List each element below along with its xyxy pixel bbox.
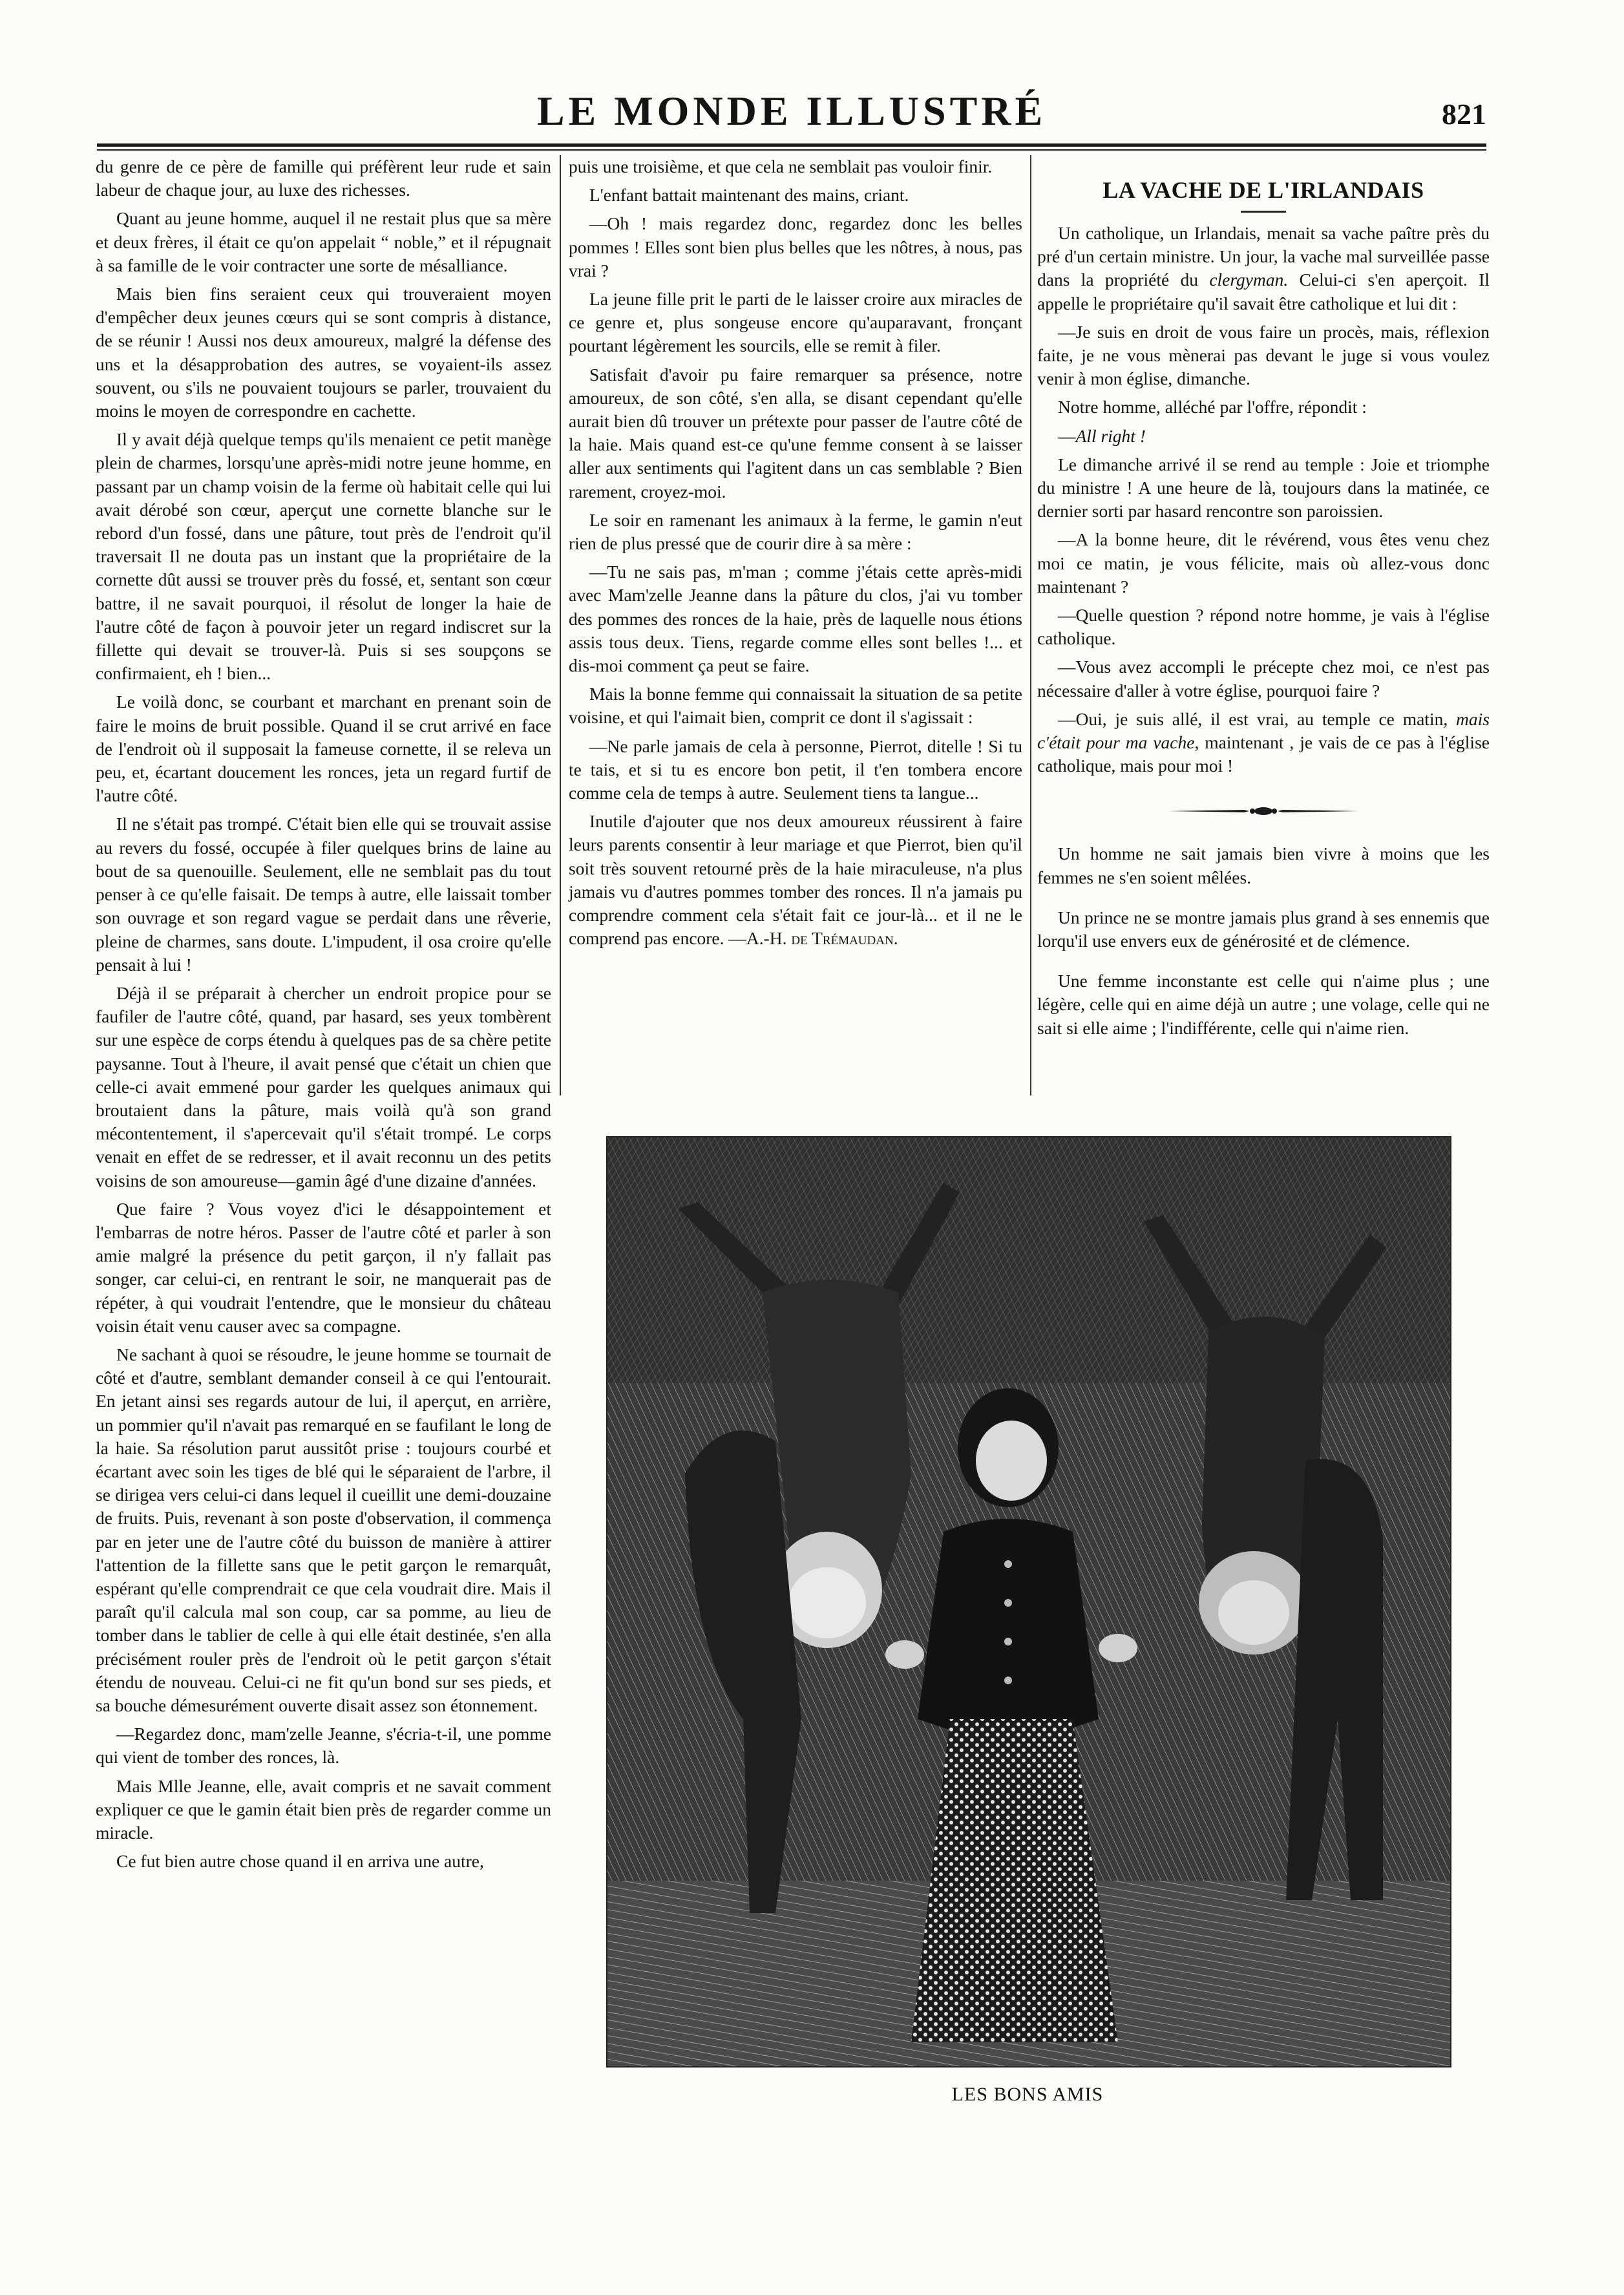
paragraph-text: Un catholique, un Irlandais, menait sa vache paître près du pré d'un certain ministre. Un jour, la vache mal surveillée passe dans la propriété du (1037, 223, 1490, 290)
paragraph: Mais la bonne femme qui connaissait la situation de sa petite voisine, et qui l'aimait bien, comprit ce dont il s'agissait : (569, 684, 1022, 728)
italic-phrase: mais c'était pour ma vache (1037, 708, 1490, 753)
engraving-girl-with-donkeys (607, 1137, 1450, 2066)
paragraph: —Oh ! mais regardez donc, regardez donc les belles pommes ! Elles sont bien plus belles que les nôtres, à nous, pas vrai ? (569, 213, 1022, 280)
maxim: Un homme ne sait jamais bien vivre à moins que les femmes ne s'en soient mêlées. (1037, 843, 1490, 887)
italic-word: clergyman. (1209, 270, 1289, 290)
article-headline: LA VACHE DE L'IRLANDAIS (1102, 177, 1424, 203)
masthead (97, 83, 1486, 141)
paragraph: du genre de ce père de famille qui préfèrent leur rude et sain labeur de chaque jour, au luxe des richesses. (96, 156, 551, 200)
headline-rule (1241, 211, 1286, 213)
paragraph: —Quelle question ? répond notre homme, je vais à l'église catholique. (1037, 605, 1490, 649)
illustration-caption: LES BONS AMIS (951, 2084, 1104, 2105)
maxim: Un prince ne se montre jamais plus grand à ses ennemis que lorqu'il use envers eux de générosité et de clémence. (1037, 907, 1490, 951)
paragraph: L'enfant battait maintenant des mains, criant. (589, 185, 909, 206)
maxim: Une femme inconstante est celle qui n'aime plus ; une légère, celle qui en aime déjà un autre ; une volage, celle qui ne sait si elle aime ; l'indifférente, celle qui n'aime rien. (1037, 971, 1490, 1038)
paragraph-text: , maintenant , je vais de ce pas à l'église catholique, mais pour moi ! (1037, 732, 1490, 776)
paragraph: Notre homme, alléché par l'offre, répondit : (1058, 397, 1367, 418)
paragraph: Déjà il se préparait à chercher un endroit propice pour se faufiler de l'autre côté, quand, par hasard, ses yeux tombèrent sur une espèce de corps étendu à quelques pas de sa chère petite paysanne. Tout à l'heure, il avait pensé que c'était un chien que celle-ci avait emmené pour garder les quelques animaux qui broutaient dans la pâture, mais voilà qu'à son grand mécontentement, il s'apercevait qu'il s'était trompé. Le corps venait en effet de se redresser, et il avait reconnu un des petits voisins de son amoureuse—gamin âgé d'une dizaine d'années. (96, 982, 551, 1190)
paragraph-text: Inutile d'ajouter que nos deux amoureux réussirent à faire leurs parents consentir à leur mariage et que Pierrot, bien qu'il soit très souvent retourné près de la haie miraculeuse, n'a plus jamais vu d'autres pommes tomber des ronces. Il n'a jamais pu comprendre comment cela s'était fait ce jour-là... et il ne le comprend pas encore. — (569, 811, 1022, 949)
paragraph (1037, 708, 1490, 778)
paragraph (1037, 222, 1490, 315)
paragraph: La jeune fille prit le parti de le laisser croire aux miracles de ce genre et, plus songeuse encore qu'auparavant, fronçant pourtant légèrement les sourcils, elle se remit à filer. (569, 289, 1022, 356)
italic-phrase: All right ! (1075, 425, 1146, 446)
paragraph: —Tu ne sais pas, m'man ; comme j'étais cette après-midi avec Mam'zelle Jeanne dans la pâture du clos, j'ai vu tomber des pommes des ronces de la haie, près de laquelle nous étions assis tous deux. Tiens, regarde comme elles sont belles !... et dis-moi comment ça peut se faire. (569, 562, 1022, 676)
paragraph: Mais Mlle Jeanne, elle, avait compris et ne savait comment expliquer ce que le gamin était bien près de regarder comme un miracle. (96, 1775, 551, 1843)
author-signature: A.-H. de Trémaudan. (746, 928, 898, 949)
column-divider (560, 155, 561, 1095)
paragraph: Il ne s'était pas trompé. C'était bien elle qui se trouvait assise au revers du fossé, occupée à filer quelques brins de laine au bout de sa quenouille. Seulement, elle ne semblait pas du tout penser à ce qu'elle faisait. De temps à autre, elle laissait tomber son ouvrage et son regard vague se perdait dans une rêverie, pleine de charmes, sans doute. L'impudent, il osa croire qu'elle pensait à lui ! (96, 814, 551, 975)
paragraph: —A la bonne heure, dit le révérend, vous êtes venu chez moi ce matin, je vous félicite, mais où allez-vous donc maintenant ? (1037, 529, 1490, 597)
page-number: 821 (1442, 98, 1486, 131)
paragraph: —Regardez donc, mam'zelle Jeanne, s'écria-t-il, une pomme qui vient de tomber des ronces, là. (96, 1724, 551, 1768)
ornament-divider (1166, 803, 1360, 819)
paragraph-text: —Oui, je suis allé, il est vrai, au temple ce matin, (1058, 708, 1448, 729)
dash: — (1058, 425, 1076, 446)
column-3 (1037, 155, 1490, 1040)
column-2 (569, 155, 1022, 951)
paragraph-text: Celui-ci s'en aperçoit. Il appelle le propriétaire qu'il savait être catholique et lui dit : (1037, 270, 1490, 313)
paragraph: Ce fut bien autre chose quand il en arriva une autre, (116, 1851, 484, 1872)
paragraph: Satisfait d'avoir pu faire remarquer sa présence, notre amoureux, de son côté, s'en alla, se disant cependant qu'elle aurait bien dû trouver un prétexte pour passer de l'autre côté de la haie. Mais quand est-ce qu'une femme consent à se laisser aller aux sentiments qui l'agitent dans un cas semblable ? Bien rarement, croyez-moi. (569, 364, 1022, 502)
paragraph: Il y avait déjà quelque temps qu'ils menaient ce petit manège plein de charmes, lorsqu'une après-midi notre jeune homme, en passant par un champ voisin de la ferme où habitait celle qui lui avait dérobé son cœur, aperçut une cornette blanche sur le rebord d'un fossé, dans une pâture, tout près de l'endroit qu'il traversait Il ne douta pas un instant que la propriétaire de la cornette dût aussi se trouver près du fossé, et, sentant son cœur battre, il ne savait pourquoi, il résolut de longer la haie de l'autre côté de façon à pouvoir jeter un regard indiscret sur la fillette qui devait se trouver-là. Puis si ses soupçons se confirmaient, eh ! bien... (96, 429, 551, 684)
paragraph: —Je suis en droit de vous faire un procès, mais, réflexion faite, je ne vous mènerai pas devant le juge si vous voulez venir à mon église, dimanche. (1037, 321, 1490, 389)
masthead-rule-thin (97, 149, 1486, 151)
illustration-engraving (606, 1136, 1451, 2068)
paragraph: Le voilà donc, se courbant et marchant en prenant soin de faire le moins de bruit possible. Quand il se crut arrivé en face de l'endroit où il supposait la fameuse cornette, il se releva un peu, et, écartant doucement les ronces, jeta un regard furtif de l'autre côté. (96, 692, 551, 806)
paragraph: —Ne parle jamais de cela à personne, Pierrot, ditelle ! Si tu te tais, et si tu es encore bon petit, il t'en tombera encore comme cela de temps à autre. Seulement tiens ta langue... (569, 735, 1022, 803)
paragraph: Le soir en ramenant les animaux à la ferme, le gamin n'eut rien de plus pressé que de courir dire à sa mère : (569, 509, 1022, 554)
paragraph: —Vous avez accompli le précepte chez moi, ce n'est pas nécessaire d'aller à votre église, pourquoi faire ? (1037, 657, 1490, 701)
paragraph: Mais bien fins seraient ceux qui trouveraient moyen d'empêcher deux jeunes cœurs qui se sont compris à distance, de se réunir ! Aussi nos deux amoureux, malgré la défense des uns et la désapprobation des autres, se voyaient-ils assez souvent, ou s'ils ne pouvaient toujours se parler, trouvaient du moins le moyen de correspondre en cachette. (96, 284, 551, 421)
column-1 (96, 155, 551, 1873)
paragraph-with-signature (569, 810, 1022, 950)
paragraph: Ne sachant à quoi se résoudre, le jeune homme se tournait de côté et d'autre, semblant demander conseil à ce qui l'entourait. En jetant ainsi ses regards autour de lui, il aperçut, en arrière, un pommier qu'il n'avait pas remarqué en se faufilant le long de la haie. Sa résolution parut aussitôt prise : toujours courbé et écartant avec soin les tiges de blé qui le séparaient de l'arbre, il se dirigea vers celui-ci dans lequel il cueillit une demi-douzaine de fruits. Puis, revenant à son poste d'observation, il commença par en jeter une de l'autre côté du buisson de manière à attirer l'attention de la fillette sans que le petit garçon le remarquât, espérant qu'elle comprendrait ce que cela voudrait dire. Mais il paraît qu'il calcula mal son coup, car sa pomme, au lieu de tomber dans le tablier de celle à qui elle était destinée, s'en alla précisément rouler près de l'endroit où le petit garçon s'était étendu de nouveau. Celui-ci ne fit qu'un bond sur ses pieds, et sa bouche démesurément ouverte disait assez son étonnement. (96, 1344, 551, 1715)
paragraph: puis une troisième, et que cela ne semblait pas vouloir finir. (569, 156, 993, 176)
paragraph: Que faire ? Vous voyez d'ici le désappointement et l'embarras de notre héros. Passer de l'autre côté et parler à son amie malgré la présence du petit garçon, il n'y fallait pas songer, car celui-ci, en rentrant le soir, ne manquerait pas de répéter, à qui voudrait l'entendre, que le monsieur du château voisin était venu causer avec sa compagne. (96, 1198, 551, 1336)
paragraph: Le dimanche arrivé il se rend au temple : Joie et triomphe du ministre ! A une heure de là, toujours dans la matinée, ce dernier sorti par hasard rencontre son paroissien. (1037, 454, 1490, 522)
masthead-rule (97, 143, 1486, 147)
paragraph: Quant au jeune homme, auquel il ne restait plus que sa mère et deux frères, il était ce qu'on appelait “ noble,” et il répugnait à sa famille de le voir contracter une sorte de mésalliance. (96, 208, 551, 275)
newspaper-title: LE MONDE ILLUSTRÉ (536, 88, 1047, 134)
column-divider (1030, 155, 1031, 1095)
paragraph (1037, 425, 1490, 448)
